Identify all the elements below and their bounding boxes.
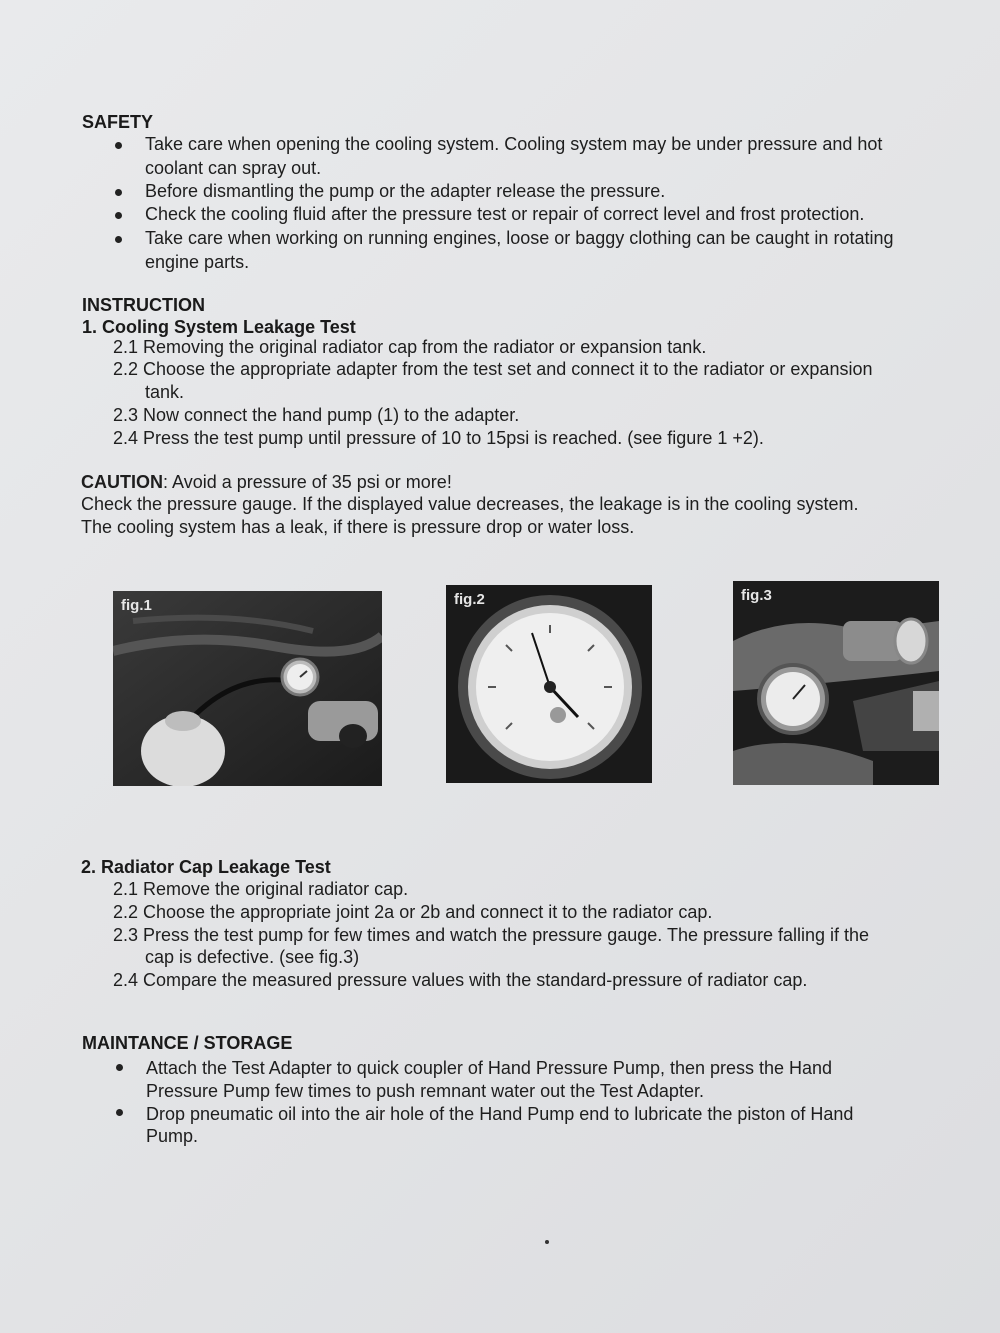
instruction-step-2-2-line-1: 2.2 Choose the appropriate adapter from the test set and connect it to the radiator or expansion	[113, 359, 873, 379]
safety-bullet-1-line-2: coolant can spray out.	[145, 158, 322, 178]
figure-2-label: fig.2	[454, 591, 485, 608]
safety-bullet-2: Before dismantling the pump or the adapter release the pressure.	[145, 181, 666, 201]
bullet-icon	[115, 189, 122, 196]
radiator-step-2-1: 2.1 Remove the original radiator cap.	[113, 879, 409, 899]
caution-text: : Avoid a pressure of 35 psi or more!	[163, 472, 452, 492]
maintenance-bullet-2-line-2: Pump.	[146, 1126, 199, 1146]
maintenance-bullet-1-line-2: Pressure Pump few times to push remnant water out the Test Adapter.	[146, 1081, 704, 1101]
caution-line-3: The cooling system has a leak, if there is pressure drop or water loss.	[81, 517, 635, 537]
caution-line	[81, 471, 452, 494]
maintenance-heading: MAINTANCE / STORAGE	[82, 1033, 293, 1053]
safety-bullet-3: Check the cooling fluid after the pressure test or repair of correct level and frost protection.	[145, 204, 865, 224]
safety-bullet-4-line-2: engine parts.	[145, 252, 250, 272]
instruction-step-2-4: 2.4 Press the test pump until pressure of 10 to 15psi is reached. (see figure 1 +2).	[113, 428, 764, 448]
radiator-step-2-3-line-2: cap is defective. (see fig.3)	[145, 947, 360, 967]
figure-1	[113, 591, 382, 786]
radiator-step-2-4: 2.4 Compare the measured pressure values with the standard-pressure of radiator cap.	[113, 970, 808, 990]
instruction-step-2-3: 2.3 Now connect the hand pump (1) to the adapter.	[113, 405, 520, 425]
maintenance-bullet-2-line-1: Drop pneumatic oil into the air hole of the Hand Pump end to lubricate the piston of Hand	[146, 1104, 854, 1124]
bullet-icon	[116, 1064, 123, 1071]
bullet-icon	[115, 236, 122, 243]
radiator-step-2-2: 2.2 Choose the appropriate joint 2a or 2b and connect it to the radiator cap.	[113, 902, 713, 922]
safety-bullet-1-line-1: Take care when opening the cooling system. Cooling system may be under pressure and hot	[145, 134, 883, 154]
safety-bullet-4-line-1: Take care when working on running engines, loose or baggy clothing can be caught in rotating	[145, 228, 894, 248]
cooling-test-heading: 1. Cooling System Leakage Test	[82, 317, 356, 337]
instruction-step-2-1: 2.1 Removing the original radiator cap from the radiator or expansion tank.	[113, 337, 707, 357]
figure-2	[446, 585, 652, 783]
figure-3	[733, 581, 939, 785]
figure-1-label: fig.1	[121, 597, 152, 614]
figure-2-photo	[446, 585, 652, 783]
bullet-icon	[116, 1109, 123, 1116]
figure-3-photo	[733, 581, 939, 785]
safety-heading: SAFETY	[82, 112, 154, 132]
radiator-step-2-3-line-1: 2.3 Press the test pump for few times and watch the pressure gauge. The pressure falling if the	[113, 925, 870, 945]
caution-line-2: Check the pressure gauge. If the displayed value decreases, the leakage is in the cooling system.	[81, 494, 859, 514]
figure-3-label: fig.3	[741, 587, 772, 604]
instruction-step-2-2-line-2: tank.	[145, 382, 185, 402]
bullet-icon	[115, 212, 122, 219]
maintenance-bullet-1-line-1: Attach the Test Adapter to quick coupler of Hand Pressure Pump, then press the Hand	[146, 1058, 833, 1078]
radiator-test-heading: 2. Radiator Cap Leakage Test	[81, 857, 331, 877]
bullet-icon	[115, 142, 122, 149]
figure-1-photo	[113, 591, 382, 786]
instruction-heading: INSTRUCTION	[82, 295, 205, 315]
ink-speck	[545, 1240, 549, 1244]
caution-label: CAUTION	[81, 472, 163, 492]
